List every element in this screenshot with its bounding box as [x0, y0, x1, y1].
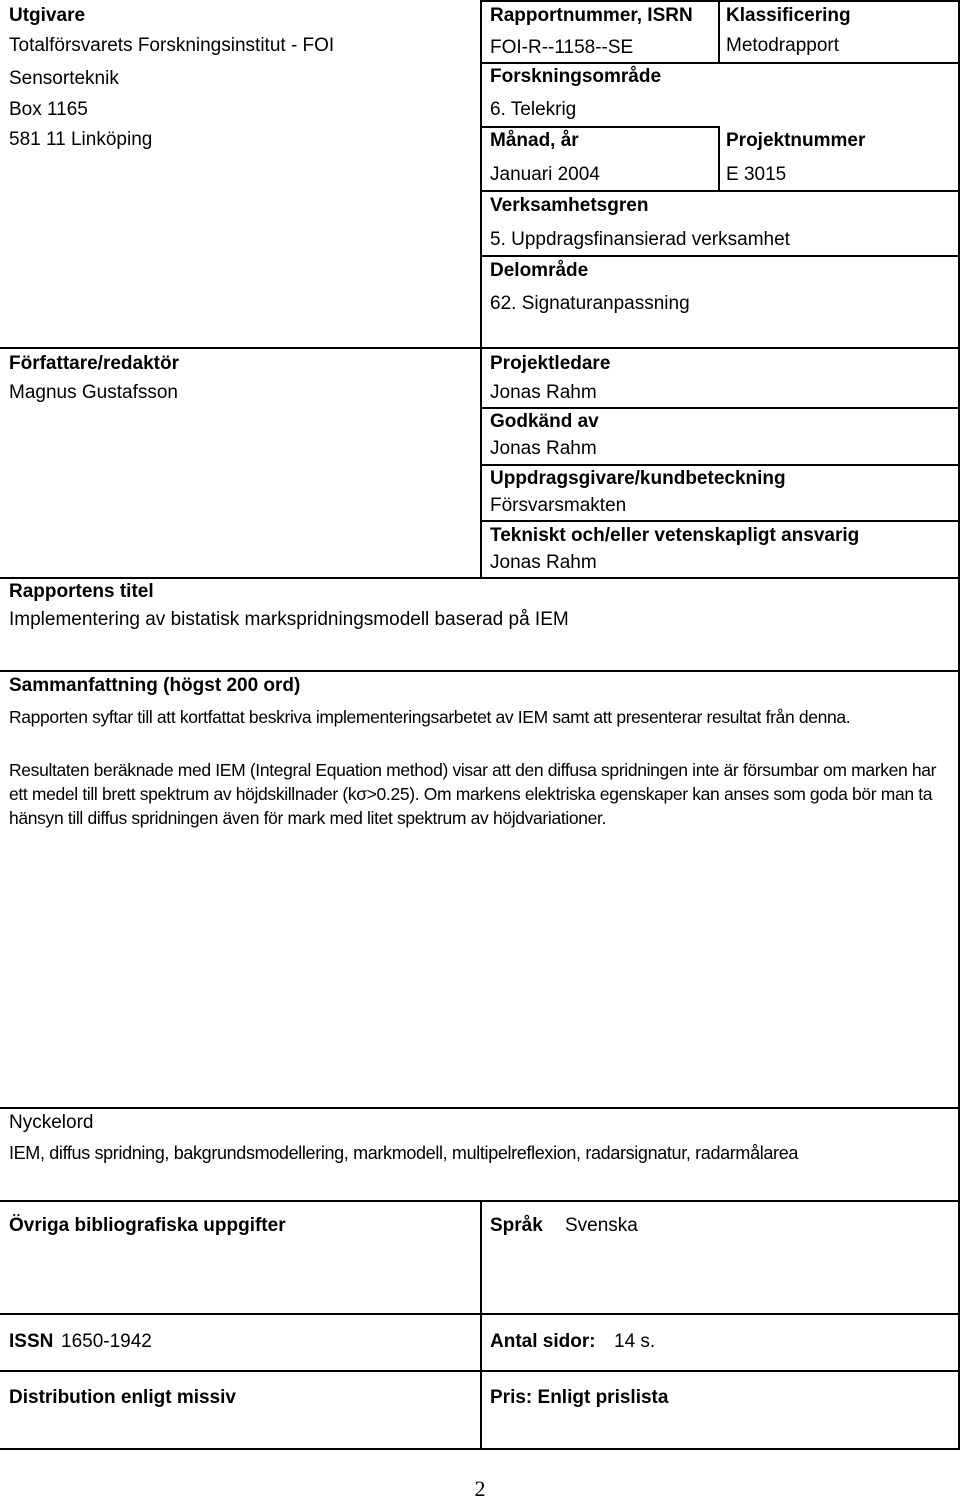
vrule-ovriga	[480, 1200, 482, 1450]
nyckelord-label: Nyckelord	[9, 1112, 94, 1133]
projektnummer-value: E 3015	[726, 164, 787, 185]
rule-verksamhet	[480, 255, 960, 257]
titel-value: Implementering av bistatisk markspridningsmodell baserad på IEM	[9, 609, 569, 630]
rapportnummer-label: Rapportnummer, ISRN	[490, 5, 693, 26]
antal-sidor-value: 14 s.	[614, 1331, 656, 1352]
delomrade-value: 62. Signaturanpassning	[490, 293, 690, 314]
vrule-klass	[718, 0, 720, 64]
sammanfattning-paragraph-2: Resultaten beräknade med IEM (Integral Equation method) visar att den diffusa spridningen inte är försumbar om marken har ett medel till brett spektrum av höjdskillnader (kσ>0.25). Om markens elektriska egenskaper kan anses som goda bör man ta hänsyn till diffus spridningen även för mark med litet spektrum av höjdvariationer.	[9, 760, 937, 828]
rule-uppdrag	[480, 520, 960, 522]
verksamhetsgren-label: Verksamhetsgren	[490, 195, 649, 216]
utgivare-line-1: Totalförsvarets Forskningsinstitut - FOI	[9, 35, 335, 56]
issn-value: 1650-1942	[61, 1331, 152, 1352]
forfattare-label: Författare/redaktör	[9, 353, 179, 374]
rule-godkand	[480, 464, 960, 466]
utgivare-line-3: Box 1165	[9, 99, 88, 120]
godkand-value: Jonas Rahm	[490, 438, 597, 459]
uppdragsgivare-value: Försvarsmakten	[490, 495, 627, 516]
vrule-header	[480, 0, 482, 349]
sprak-label: Språk	[490, 1215, 543, 1236]
vrule-author	[480, 347, 482, 579]
page-number: 2	[474, 1476, 486, 1501]
verksamhetsgren-value: 5. Uppdragsfinansierad verksamhet	[490, 229, 790, 250]
pris-label: Pris: Enligt prislista	[490, 1387, 669, 1408]
rule-forskning	[480, 126, 720, 128]
sammanfattning-paragraph-1: Rapporten syftar till att kortfattat beskriva implementeringsarbetet av IEM samt att presenterar resultat från denna.	[9, 707, 851, 727]
manad-ar-label: Månad, år	[490, 130, 579, 151]
antal-sidor-label: Antal sidor:	[490, 1331, 596, 1352]
projektnummer-label: Projektnummer	[726, 130, 866, 151]
rule-manad	[480, 190, 960, 192]
projektledare-label: Projektledare	[490, 353, 611, 374]
rapportnummer-value: FOI-R--1158--SE	[490, 37, 634, 58]
godkand-label: Godkänd av	[490, 411, 599, 432]
forskningsomrade-label: Forskningsområde	[490, 66, 662, 87]
titel-label: Rapportens titel	[9, 581, 154, 602]
utgivare-label: Utgivare	[9, 5, 86, 26]
klassificering-value: Metodrapport	[726, 35, 840, 56]
utgivare-line-2: Sensorteknik	[9, 68, 119, 89]
vrule-projnr	[718, 126, 720, 192]
distribution-label: Distribution enligt missiv	[9, 1387, 236, 1408]
ansvarig-label: Tekniskt och/eller vetenskapligt ansvarig	[490, 525, 860, 546]
klassificering-label: Klassificering	[726, 5, 851, 26]
rule-top-right	[480, 0, 960, 2]
forfattare-value: Magnus Gustafsson	[9, 382, 178, 403]
forskningsomrade-value: 6. Telekrig	[490, 99, 577, 120]
rule-sammanfattning	[0, 1107, 960, 1109]
ansvarig-value: Jonas Rahm	[490, 552, 597, 573]
projektledare-value: Jonas Rahm	[490, 382, 597, 403]
rule-projektledare	[480, 407, 960, 409]
sprak-value: Svenska	[565, 1215, 638, 1236]
ovriga-label: Övriga bibliografiska uppgifter	[9, 1215, 286, 1236]
manad-ar-value: Januari 2004	[490, 164, 600, 185]
delomrade-label: Delområde	[490, 260, 589, 281]
nyckelord-value: IEM, diffus spridning, bakgrundsmodellering, markmodell, multipelreflexion, radarsignatur, radarmålarea	[9, 1143, 799, 1163]
uppdragsgivare-label: Uppdragsgivare/kundbeteckning	[490, 468, 786, 489]
utgivare-line-4: 581 11 Linköping	[9, 129, 153, 150]
rule-titel	[0, 670, 960, 672]
rule-isrn	[480, 62, 960, 64]
sammanfattning-label: Sammanfattning (högst 200 ord)	[9, 675, 301, 696]
issn-label: ISSN	[9, 1331, 54, 1352]
